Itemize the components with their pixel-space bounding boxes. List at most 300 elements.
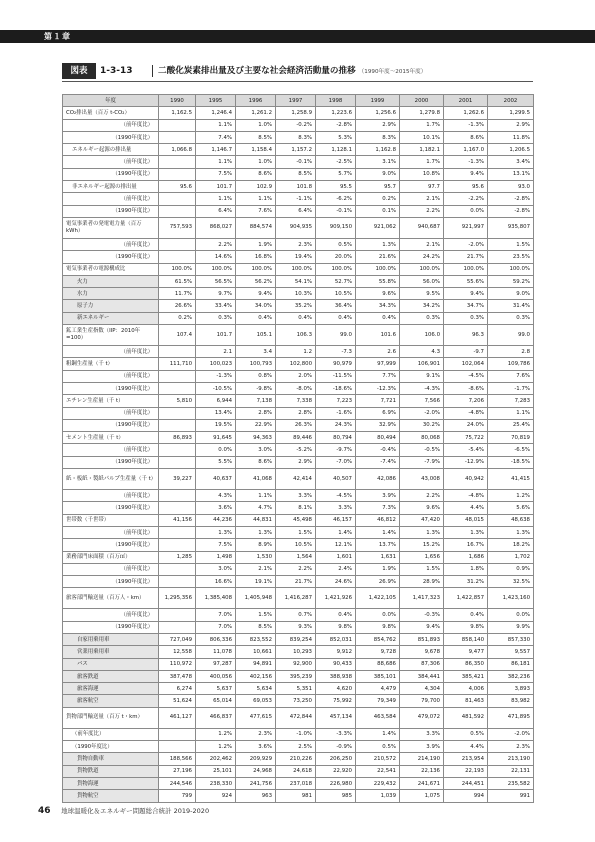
value-cell: 7.0%: [196, 609, 236, 621]
value-cell: 210,226: [276, 753, 316, 765]
value-cell: [159, 168, 196, 180]
header-cell: 2002: [488, 95, 534, 107]
value-cell: 3.4: [236, 346, 276, 358]
value-cell: 105.1: [236, 325, 276, 346]
value-cell: 229,432: [356, 777, 400, 789]
chapter-bar: [0, 30, 595, 43]
value-cell: 11,078: [196, 646, 236, 658]
row-label: （1990年度比）: [63, 251, 159, 263]
value-cell: 94,891: [236, 658, 276, 670]
value-cell: 935,807: [488, 217, 534, 238]
table-row: [63, 358, 534, 370]
value-cell: 1,686: [444, 551, 488, 563]
value-cell: 79,349: [356, 695, 400, 707]
value-cell: 2.1%: [400, 193, 444, 205]
value-cell: 4.3: [400, 346, 444, 358]
value-cell: 799: [159, 790, 196, 802]
value-cell: 9.7%: [196, 288, 236, 300]
value-cell: 994: [444, 790, 488, 802]
value-cell: -0.5%: [400, 444, 444, 456]
value-cell: 9,477: [444, 646, 488, 658]
value-cell: 3.4%: [488, 156, 534, 168]
value-cell: [159, 741, 196, 753]
row-label: 貨物航空: [63, 790, 159, 802]
value-cell: 238,330: [196, 777, 236, 789]
table-row: [63, 683, 534, 695]
row-label: （1990年度比）: [63, 131, 159, 143]
value-cell: [159, 205, 196, 217]
value-cell: 1.9%: [356, 563, 400, 575]
value-cell: 24.0%: [444, 419, 488, 431]
table-row: [63, 382, 534, 394]
value-cell: [159, 502, 196, 514]
row-label: 旅客部門輸送量（百万人・km）: [63, 588, 159, 609]
row-label: （1990年度比）: [63, 576, 159, 588]
value-cell: 1,656: [400, 551, 444, 563]
value-cell: 7,138: [236, 395, 276, 407]
table-row: [63, 288, 534, 300]
value-cell: 471,895: [488, 707, 534, 728]
value-cell: 924: [196, 790, 236, 802]
value-cell: 4.4%: [444, 502, 488, 514]
value-cell: 100.0%: [400, 263, 444, 275]
table-row: [63, 753, 534, 765]
row-label: エネルギー起源の排出量: [63, 144, 159, 156]
value-cell: 9.5%: [400, 288, 444, 300]
value-cell: 3.0%: [196, 563, 236, 575]
value-cell: [159, 156, 196, 168]
value-cell: 466,837: [196, 707, 236, 728]
value-cell: 34.3%: [356, 300, 400, 312]
value-cell: 3.3%: [316, 502, 356, 514]
value-cell: -7.9%: [400, 456, 444, 468]
value-cell: 25.4%: [488, 419, 534, 431]
value-cell: 382,236: [488, 670, 534, 682]
value-cell: 1,405,948: [236, 588, 276, 609]
value-cell: 2.1: [196, 346, 236, 358]
value-cell: 0.4%: [276, 312, 316, 324]
value-cell: 385,421: [444, 670, 488, 682]
value-cell: 40,507: [316, 469, 356, 490]
value-cell: -4.5%: [444, 370, 488, 382]
value-cell: 1,299.5: [488, 107, 534, 119]
value-cell: 1.0%: [236, 156, 276, 168]
value-cell: 51,624: [159, 695, 196, 707]
value-cell: 100.0%: [196, 263, 236, 275]
row-label: 旅客航空: [63, 695, 159, 707]
value-cell: 7.6%: [488, 370, 534, 382]
row-label: 紙・板紙・製紙パルプ生産量（千 t）: [63, 469, 159, 490]
value-cell: 757,593: [159, 217, 196, 238]
value-cell: 851,893: [400, 633, 444, 645]
value-cell: 1.1%: [196, 193, 236, 205]
row-label: （1990年度比）: [63, 621, 159, 633]
value-cell: -18.5%: [488, 456, 534, 468]
table-row: [63, 370, 534, 382]
value-cell: 80,494: [356, 432, 400, 444]
value-cell: 110,972: [159, 658, 196, 670]
row-label: 電気事業者の電源構成比: [63, 263, 159, 275]
value-cell: 9.1%: [400, 370, 444, 382]
table-row: [63, 621, 534, 633]
value-cell: 88,686: [356, 658, 400, 670]
table-row: [63, 563, 534, 575]
value-cell: 28.9%: [400, 576, 444, 588]
page-number: 46: [38, 806, 51, 816]
value-cell: 10.5%: [316, 288, 356, 300]
value-cell: 9.8%: [356, 621, 400, 633]
value-cell: 94,363: [236, 432, 276, 444]
value-cell: 395,239: [276, 670, 316, 682]
value-cell: [159, 456, 196, 468]
row-label: 水力: [63, 288, 159, 300]
value-cell: [159, 728, 196, 740]
row-label: 業務部門床面積（百万㎡）: [63, 551, 159, 563]
header-cell: 2001: [444, 95, 488, 107]
value-cell: 95.6: [444, 181, 488, 193]
value-cell: 23.5%: [488, 251, 534, 263]
value-cell: 2.4%: [316, 563, 356, 575]
value-cell: 1.3%: [488, 526, 534, 538]
value-cell: 1.7%: [400, 119, 444, 131]
value-cell: [159, 609, 196, 621]
value-cell: -2.8%: [488, 205, 534, 217]
value-cell: 1.3%: [444, 526, 488, 538]
value-cell: 34.2%: [400, 300, 444, 312]
value-cell: -1.3%: [196, 370, 236, 382]
value-cell: 90,433: [316, 658, 356, 670]
value-cell: 868,027: [196, 217, 236, 238]
value-cell: -6.2%: [316, 193, 356, 205]
table-row: [63, 490, 534, 502]
value-cell: 0.5%: [356, 741, 400, 753]
table-row: [63, 131, 534, 143]
value-cell: 2.8%: [236, 407, 276, 419]
value-cell: 385,101: [356, 670, 400, 682]
value-cell: 44,236: [196, 514, 236, 526]
value-cell: -8.0%: [276, 382, 316, 394]
value-cell: 100.0%: [159, 263, 196, 275]
header-rule: [62, 81, 533, 82]
value-cell: 1,223.6: [316, 107, 356, 119]
value-cell: -2.0%: [444, 238, 488, 250]
value-cell: 461,127: [159, 707, 196, 728]
value-cell: 9,557: [488, 646, 534, 658]
value-cell: 4,479: [356, 683, 400, 695]
value-cell: 100.0%: [276, 263, 316, 275]
value-cell: 102,800: [276, 358, 316, 370]
value-cell: 1.5%: [488, 238, 534, 250]
value-cell: 9.8%: [316, 621, 356, 633]
value-cell: 35.2%: [276, 300, 316, 312]
value-cell: 52.7%: [316, 275, 356, 287]
value-cell: -4.3%: [400, 382, 444, 394]
figure-subtitle: （1990年度～2015年度）: [358, 69, 427, 75]
table-row: [63, 156, 534, 168]
value-cell: 6.9%: [356, 407, 400, 419]
value-cell: 3.6%: [236, 741, 276, 753]
value-cell: 11.7%: [159, 288, 196, 300]
row-label: （前年度比）: [63, 156, 159, 168]
value-cell: 858,140: [444, 633, 488, 645]
table-row: [63, 432, 534, 444]
value-cell: 19.4%: [276, 251, 316, 263]
value-cell: -12.3%: [356, 382, 400, 394]
row-label: 貨物鉄道: [63, 765, 159, 777]
value-cell: 1.3%: [196, 526, 236, 538]
value-cell: 0.4%: [236, 312, 276, 324]
value-cell: 0.0%: [444, 205, 488, 217]
value-cell: 1,417,323: [400, 588, 444, 609]
row-label: （前年度比）: [63, 526, 159, 538]
value-cell: 2.1%: [400, 238, 444, 250]
table-row: [63, 419, 534, 431]
value-cell: 9.4%: [400, 621, 444, 633]
row-label: バス: [63, 658, 159, 670]
value-cell: 0.2%: [356, 193, 400, 205]
value-cell: -4.8%: [444, 407, 488, 419]
value-cell: 90,979: [316, 358, 356, 370]
value-cell: 2.9%: [276, 456, 316, 468]
value-cell: 477,615: [236, 707, 276, 728]
row-label: （前年度比）: [63, 119, 159, 131]
value-cell: 400,056: [196, 670, 236, 682]
value-cell: 6,274: [159, 683, 196, 695]
value-cell: 2.2%: [276, 563, 316, 575]
table-row: [63, 609, 534, 621]
value-cell: 1.1%: [488, 407, 534, 419]
value-cell: 388,938: [316, 670, 356, 682]
value-cell: 0.0%: [356, 609, 400, 621]
value-cell: 1.1%: [236, 490, 276, 502]
value-cell: 5,634: [236, 683, 276, 695]
value-cell: 19.1%: [236, 576, 276, 588]
value-cell: 2.2%: [400, 490, 444, 502]
value-cell: 21.7%: [276, 576, 316, 588]
table-row: [63, 251, 534, 263]
table-row: [63, 395, 534, 407]
figure-title: [158, 63, 426, 80]
row-label: （前年度比）: [63, 193, 159, 205]
value-cell: 991: [488, 790, 534, 802]
value-cell: 30.2%: [400, 419, 444, 431]
value-cell: 0.5%: [444, 728, 488, 740]
table-row: [63, 695, 534, 707]
value-cell: 213,954: [444, 753, 488, 765]
value-cell: 3.6%: [196, 502, 236, 514]
value-cell: -3.3%: [316, 728, 356, 740]
value-cell: 21.6%: [356, 251, 400, 263]
table-row: [63, 658, 534, 670]
value-cell: [159, 419, 196, 431]
value-cell: 2.1%: [236, 563, 276, 575]
value-cell: 8.6%: [236, 168, 276, 180]
value-cell: 9.3%: [276, 621, 316, 633]
row-label: 自家用乗用車: [63, 633, 159, 645]
value-cell: 9.4%: [236, 288, 276, 300]
value-cell: 15.2%: [400, 539, 444, 551]
value-cell: 100,793: [236, 358, 276, 370]
table-row: [63, 238, 534, 250]
value-cell: 5,351: [276, 683, 316, 695]
value-cell: -7.4%: [356, 456, 400, 468]
row-label: 旅客海運: [63, 683, 159, 695]
value-cell: 0.3%: [196, 312, 236, 324]
value-cell: 34.7%: [444, 300, 488, 312]
value-cell: 884,574: [236, 217, 276, 238]
value-cell: 202,462: [196, 753, 236, 765]
value-cell: 86,893: [159, 432, 196, 444]
value-cell: 36.4%: [316, 300, 356, 312]
value-cell: [159, 370, 196, 382]
value-cell: 111,710: [159, 358, 196, 370]
value-cell: 2.2%: [400, 205, 444, 217]
row-label: 鉱工業生産指数（IIP：2010年=100）: [63, 325, 159, 346]
value-cell: -2.8%: [488, 193, 534, 205]
value-cell: -8.6%: [444, 382, 488, 394]
table-header-row: [63, 95, 534, 107]
value-cell: 981: [276, 790, 316, 802]
value-cell: 5.6%: [488, 502, 534, 514]
value-cell: 26.3%: [276, 419, 316, 431]
value-cell: 0.3%: [400, 312, 444, 324]
row-label: （1990年度比）: [63, 382, 159, 394]
value-cell: 59.2%: [488, 275, 534, 287]
value-cell: 1,416,287: [276, 588, 316, 609]
value-cell: 7,566: [400, 395, 444, 407]
value-cell: 1.4%: [356, 728, 400, 740]
row-label: 火力: [63, 275, 159, 287]
value-cell: 0.3%: [488, 312, 534, 324]
value-cell: 7.6%: [236, 205, 276, 217]
value-cell: 9,678: [400, 646, 444, 658]
value-cell: -2.2%: [444, 193, 488, 205]
value-cell: [159, 131, 196, 143]
value-cell: 5.3%: [316, 131, 356, 143]
value-cell: -2.5%: [316, 156, 356, 168]
table-row: [63, 777, 534, 789]
value-cell: 214,190: [400, 753, 444, 765]
value-cell: 106,901: [400, 358, 444, 370]
value-cell: 8.9%: [236, 539, 276, 551]
value-cell: 100.0%: [444, 263, 488, 275]
value-cell: 102.9: [236, 181, 276, 193]
value-cell: 80,794: [316, 432, 356, 444]
table-row: [63, 633, 534, 645]
value-cell: 5.5%: [196, 456, 236, 468]
row-label: 非エネルギー起源の排出量: [63, 181, 159, 193]
table-row: [63, 193, 534, 205]
row-label: （前年度比）: [63, 563, 159, 575]
value-cell: 1,146.7: [196, 144, 236, 156]
row-label: （前年度比）: [63, 444, 159, 456]
value-cell: -1.3%: [444, 156, 488, 168]
value-cell: 3.9%: [400, 741, 444, 753]
value-cell: 9,912: [316, 646, 356, 658]
value-cell: 97.7: [400, 181, 444, 193]
value-cell: -0.4%: [356, 444, 400, 456]
value-cell: 1,422,105: [356, 588, 400, 609]
row-label: 旅客鉄道: [63, 670, 159, 682]
row-label: （前年度比）: [63, 609, 159, 621]
value-cell: 1,039: [356, 790, 400, 802]
value-cell: 235,582: [488, 777, 534, 789]
value-cell: 963: [236, 790, 276, 802]
value-cell: 0.9%: [488, 563, 534, 575]
footer-title: 地球温暖化＆エネルギー問題総合統計 2019-2020: [61, 807, 210, 815]
table-row: [63, 728, 534, 740]
value-cell: -0.3%: [400, 609, 444, 621]
table-row: [63, 444, 534, 456]
value-cell: 2.6: [356, 346, 400, 358]
value-cell: 921,997: [444, 217, 488, 238]
value-cell: 1,075: [400, 790, 444, 802]
row-label: セメント生産量（千 t）: [63, 432, 159, 444]
value-cell: 213,190: [488, 753, 534, 765]
value-cell: -10.5%: [196, 382, 236, 394]
value-cell: 96.3: [444, 325, 488, 346]
value-cell: 2.3%: [488, 741, 534, 753]
value-cell: -4.8%: [444, 490, 488, 502]
value-cell: 75,722: [444, 432, 488, 444]
value-cell: 86,181: [488, 658, 534, 670]
value-cell: 1.3%: [400, 526, 444, 538]
value-cell: 0.7%: [276, 609, 316, 621]
value-cell: 402,156: [236, 670, 276, 682]
value-cell: 1.3%: [236, 526, 276, 538]
value-cell: 0.0%: [488, 609, 534, 621]
table-row: [63, 300, 534, 312]
value-cell: 9.6%: [356, 288, 400, 300]
value-cell: 0.0%: [196, 444, 236, 456]
row-label: 新エネルギー: [63, 312, 159, 324]
table-row: [63, 502, 534, 514]
value-cell: 806,336: [196, 633, 236, 645]
value-cell: 3.3%: [276, 490, 316, 502]
table-row: [63, 514, 534, 526]
value-cell: 95.7: [356, 181, 400, 193]
row-label: 貨物自動車: [63, 753, 159, 765]
value-cell: 1.1%: [236, 193, 276, 205]
value-cell: -0.9%: [316, 741, 356, 753]
value-cell: 1,158.4: [236, 144, 276, 156]
value-cell: 244,451: [444, 777, 488, 789]
value-cell: 2.0%: [276, 370, 316, 382]
value-cell: -0.2%: [276, 119, 316, 131]
value-cell: 3.0%: [236, 444, 276, 456]
value-cell: -4.5%: [316, 490, 356, 502]
value-cell: 99.0: [488, 325, 534, 346]
value-cell: 727,049: [159, 633, 196, 645]
value-cell: 1,530: [236, 551, 276, 563]
value-cell: 22.9%: [236, 419, 276, 431]
value-cell: 92,900: [276, 658, 316, 670]
value-cell: 4.3%: [196, 490, 236, 502]
value-cell: 87,306: [400, 658, 444, 670]
value-cell: [159, 346, 196, 358]
value-cell: 41,156: [159, 514, 196, 526]
row-label: （前年度比）: [63, 407, 159, 419]
table-row: [63, 526, 534, 538]
value-cell: 33.4%: [196, 300, 236, 312]
value-cell: [159, 444, 196, 456]
row-label: （前年度比）: [63, 346, 159, 358]
value-cell: 21.7%: [444, 251, 488, 263]
value-cell: 42,414: [276, 469, 316, 490]
value-cell: 1,162.5: [159, 107, 196, 119]
value-cell: 22,136: [400, 765, 444, 777]
value-cell: 22,193: [444, 765, 488, 777]
